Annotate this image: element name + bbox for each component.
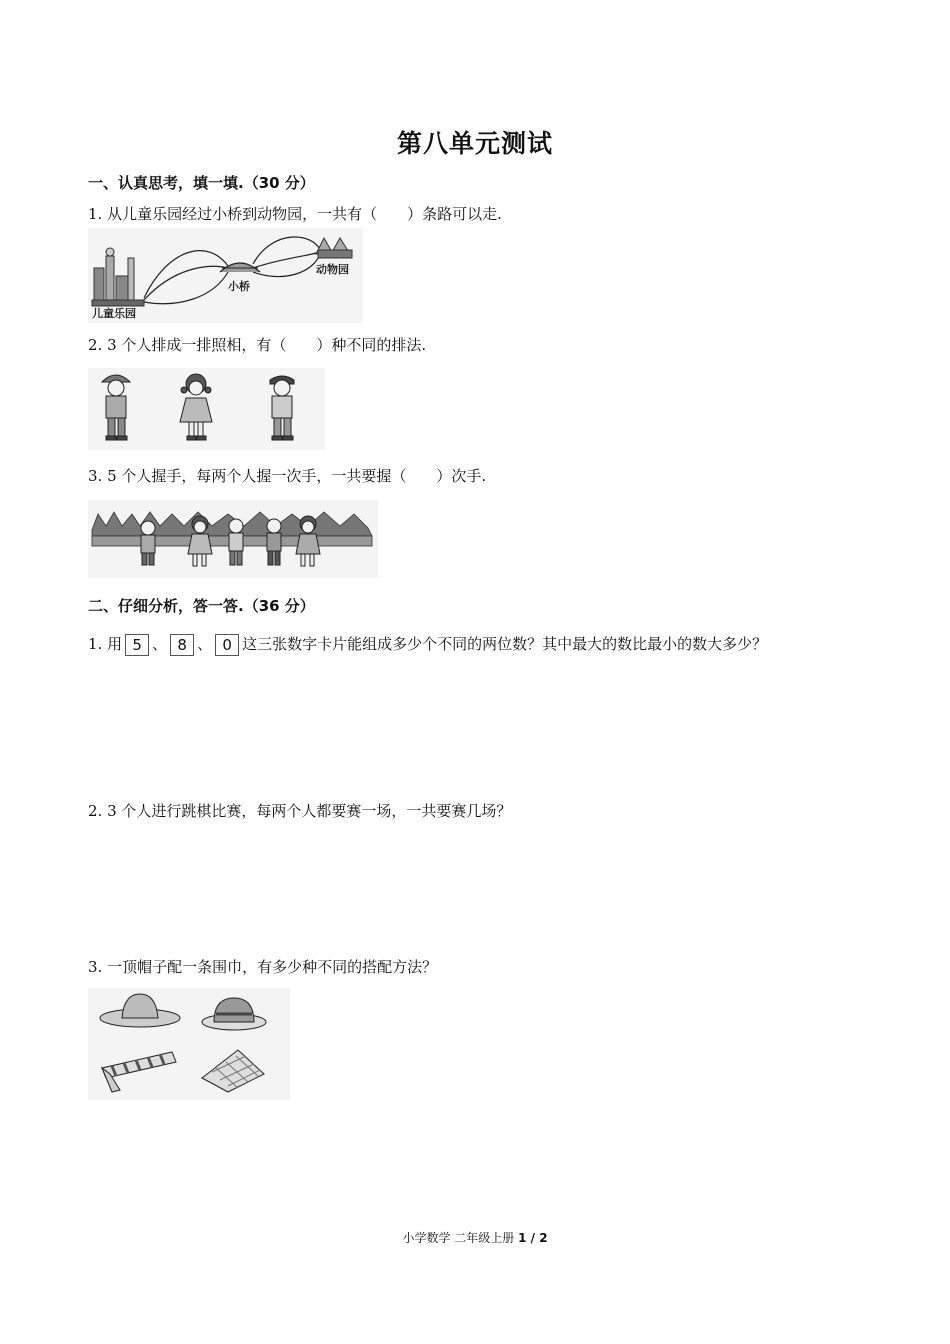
page-number: 1 / 2 <box>518 1231 548 1245</box>
question-2-2: 2. 3 个人进行跳棋比赛，每两个人都要赛一场，一共要赛几场？ <box>88 802 512 820</box>
card-separator-2: 、 <box>197 635 213 653</box>
bridge-label: 小桥 <box>228 280 250 293</box>
zoo-label: 动物园 <box>316 263 349 276</box>
section-2-heading: 二、仔细分析，答一答.（36 分） <box>88 597 315 615</box>
three-kids-figure <box>88 368 325 450</box>
question-1-1: 1. 从儿童乐园经过小桥到动物园，一共有（ ）条路可以走. <box>88 205 502 223</box>
question-2-1 <box>88 633 767 656</box>
section-1-heading: 一、认真思考，填一填.（30 分） <box>88 174 315 192</box>
question-2-1-prefix: 1. 用 <box>88 635 123 653</box>
card-separator-1: 、 <box>152 635 168 653</box>
question-2-1-suffix: 这三张数字卡片能组成多少个不同的两位数？其中最大的数比最小的数大多少？ <box>242 635 768 653</box>
digit-card-0: 0 <box>215 634 239 656</box>
park-label: 儿童乐园 <box>92 307 136 320</box>
footer-course: 小学数学 二年级上册 <box>402 1231 515 1245</box>
digit-card-5: 5 <box>125 634 149 656</box>
page-footer <box>0 1229 950 1246</box>
question-1-3: 3. 5 个人握手，每两个人握一次手，一共要握（ ）次手. <box>88 467 487 485</box>
page-title: 第八单元测试 <box>396 129 553 158</box>
bridge-paths-figure <box>88 228 363 323</box>
question-1-2: 2. 3 个人排成一排照相，有（ ）种不同的排法. <box>88 336 427 354</box>
digit-card-8: 8 <box>170 634 194 656</box>
hats-scarves-figure <box>88 988 290 1100</box>
question-2-3: 3. 一顶帽子配一条围巾，有多少种不同的搭配方法？ <box>88 958 438 976</box>
five-kids-handshake-figure <box>88 500 378 578</box>
